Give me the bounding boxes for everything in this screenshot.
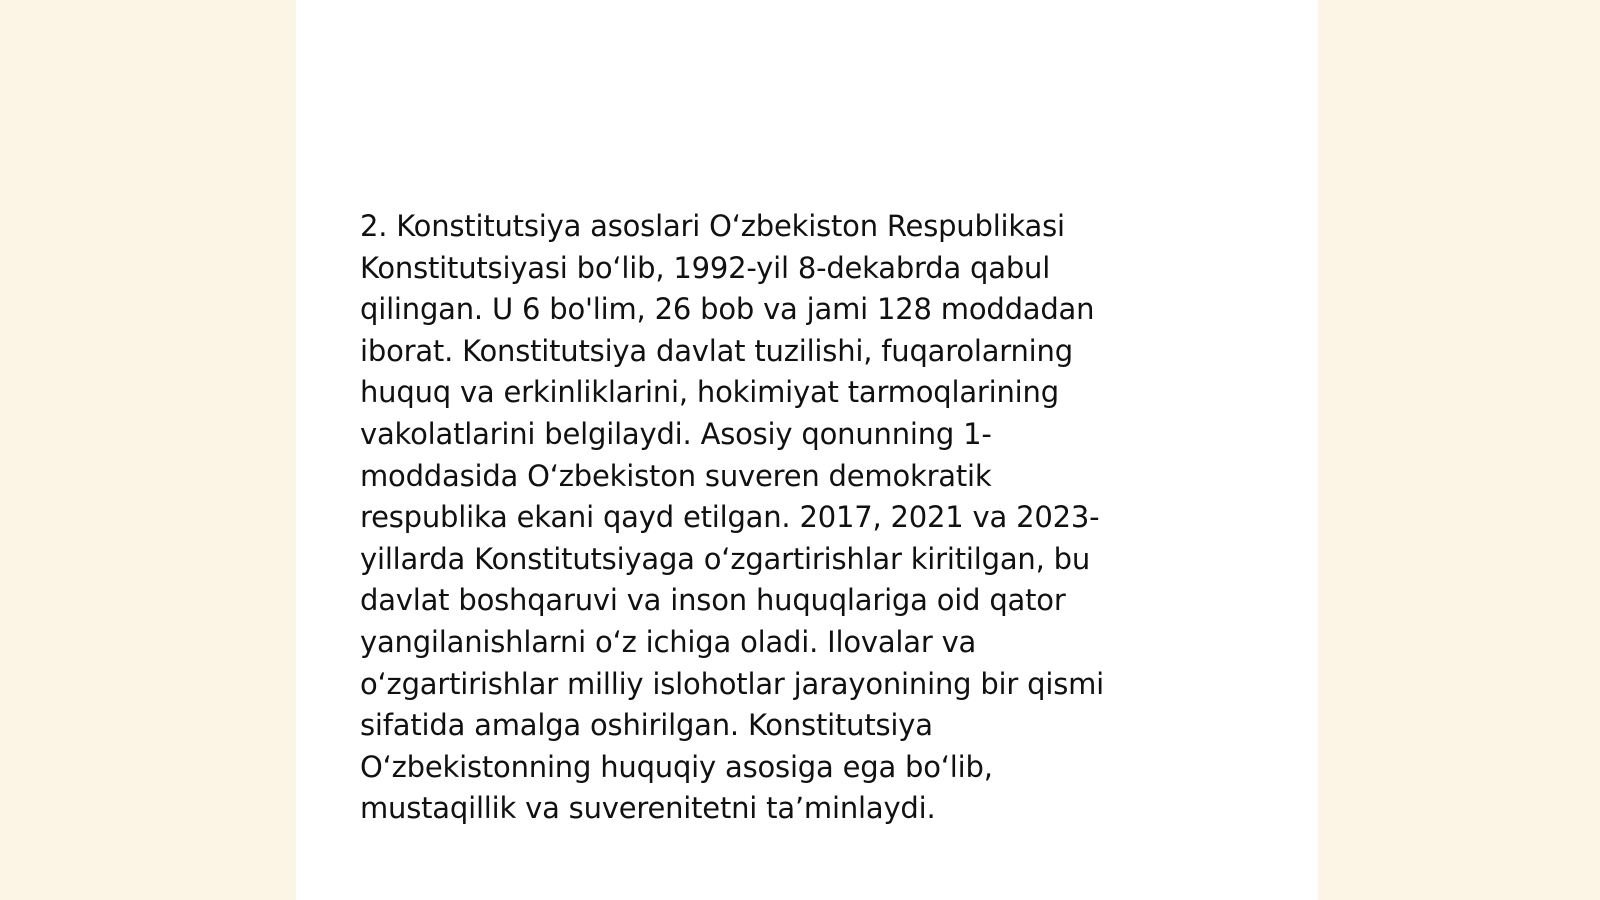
paragraph-line: vakolatlarini belgilaydi. Asosiy qonunning 1- (360, 416, 992, 451)
paragraph-line: sifatida amalga oshirilgan. Konstitutsiya (360, 708, 933, 743)
paragraph-line: respublika ekani qayd etilgan. 2017, 2021 va 2023- (360, 500, 1100, 535)
paragraph-line: yillarda Konstitutsiyaga oʻzgartirishlar kiritilgan, bu (360, 541, 1091, 576)
paragraph-line: qilingan. U 6 bo'lim, 26 bob va jami 128 moddadan (360, 292, 1095, 327)
paragraph-line: Konstitutsiyasi boʻlib, 1992-yil 8-dekabrda qabul (360, 250, 1051, 285)
paragraph-line: huquq va erkinliklarini, hokimiyat tarmoqlarining (360, 375, 1059, 410)
paragraph-line: moddasida Oʻzbekiston suveren demokratik (360, 458, 992, 493)
paragraph-line: davlat boshqaruvi va inson huquqlariga oid qator (360, 583, 1066, 618)
document-page (296, 0, 1318, 900)
paragraph-line: mustaqillik va suverenitetni taʼminlaydi. (360, 791, 936, 826)
paragraph-line: iborat. Konstitutsiya davlat tuzilishi, fuqarolarning (360, 333, 1073, 368)
paragraph-line: yangilanishlarni oʻz ichiga oladi. Ilovalar va (360, 624, 977, 659)
paragraph-line: oʻzgartirishlar milliy islohotlar jarayonining bir qismi (360, 666, 1105, 701)
paragraph-line: 2. Konstitutsiya asoslari Oʻzbekiston Respublikasi (360, 209, 1065, 243)
body-paragraph (360, 206, 1260, 830)
paragraph-line: Oʻzbekistonning huquqiy asosiga ega boʻlib, (360, 749, 993, 784)
